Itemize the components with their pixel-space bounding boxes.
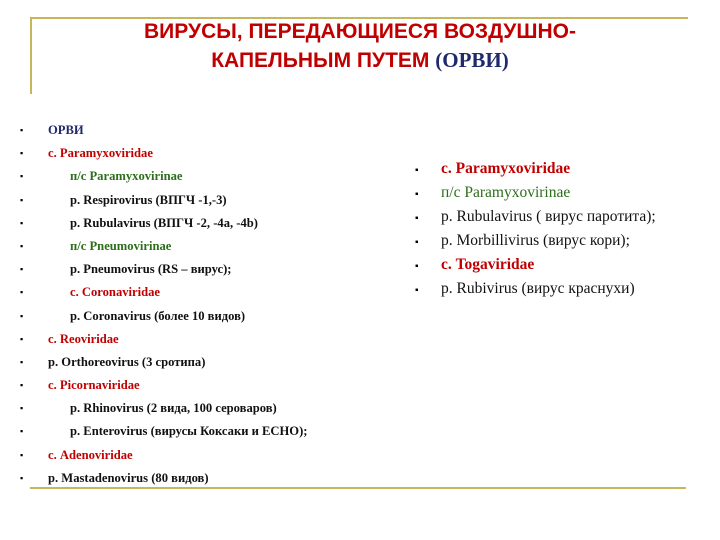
- list-item-text: р. Orthoreovirus (3 сротипа): [48, 354, 206, 369]
- right-virus-list: [415, 160, 705, 304]
- list-item-text: р. Coronavirus (более 10 видов): [70, 308, 246, 323]
- title-line-2-text: КАПЕЛЬНЫМ ПУТЕМ: [211, 49, 430, 72]
- list-item-text: с. Coronaviridae: [70, 285, 161, 300]
- list-item: [20, 282, 400, 305]
- slide-title: [40, 18, 680, 75]
- list-item: [415, 280, 705, 298]
- bullet-icon: ▪: [20, 472, 24, 483]
- list-item: [415, 160, 705, 178]
- bullet-icon: ▪: [20, 380, 24, 391]
- list-item: [415, 184, 705, 202]
- list-item: [20, 236, 400, 259]
- bullet-icon: ▪: [20, 426, 24, 437]
- list-item: [20, 166, 400, 189]
- list-item: [415, 256, 705, 274]
- bullet-icon: ▪: [415, 237, 419, 248]
- bullet-icon: ▪: [415, 261, 419, 272]
- title-line-2: [40, 46, 680, 75]
- left-virus-list: [20, 120, 400, 491]
- list-item: [20, 213, 400, 236]
- list-item: [20, 120, 400, 143]
- bullet-icon: ▪: [20, 264, 24, 275]
- list-item: [20, 259, 400, 282]
- list-item-text: р. Mastadenovirus (80 видов): [48, 470, 209, 485]
- list-item-text: п/с Paramyxovirinae: [441, 184, 571, 201]
- list-item-text: п/с Paramyxovirinae: [70, 169, 183, 184]
- bullet-icon: ▪: [20, 333, 24, 344]
- list-item-text: с. Picornaviridae: [48, 378, 140, 393]
- bullet-icon: ▪: [20, 449, 24, 460]
- list-item-text: р. Rubulavirus ( вирус паротита);: [441, 208, 656, 225]
- list-item-text: с. Togaviridae: [441, 256, 535, 273]
- bullet-icon: ▪: [20, 125, 24, 135]
- list-item: [20, 445, 400, 468]
- list-item-text: с. Paramyxoviridae: [48, 146, 153, 161]
- list-item-text: р. Morbillivirus (вирус кори);: [441, 232, 630, 249]
- list-item-text: ОРВИ: [48, 123, 84, 137]
- title-line-1: ВИРУСЫ, ПЕРЕДАЮЩИЕСЯ ВОЗДУШНО-: [144, 20, 576, 43]
- list-item-text: р. Rubivirus (вирус краснухи): [441, 280, 635, 297]
- list-item-text: п/с Pneumovirinae: [70, 238, 172, 253]
- list-item: [415, 232, 705, 250]
- list-item-text: р. Rubulavirus (ВПГЧ -2, -4a, -4b): [70, 215, 258, 230]
- list-item-text: с. Paramyxoviridae: [441, 160, 571, 177]
- bullet-icon: ▪: [20, 171, 24, 182]
- bullet-icon: ▪: [20, 287, 24, 298]
- list-item-text: р. Pneumovirus (RS – вирус);: [70, 262, 232, 277]
- list-item: [20, 375, 400, 398]
- bullet-icon: ▪: [415, 165, 419, 176]
- bullet-icon: ▪: [20, 148, 24, 159]
- list-item: [20, 306, 400, 329]
- list-item: [20, 329, 400, 352]
- list-item-text: с. Adenoviridae: [48, 447, 133, 462]
- list-item-text: р. Respirovirus (ВПГЧ -1,-3): [70, 192, 227, 207]
- bullet-icon: ▪: [20, 240, 24, 251]
- bullet-icon: ▪: [415, 189, 419, 200]
- bullet-icon: ▪: [20, 356, 24, 367]
- bullet-icon: ▪: [20, 310, 24, 321]
- list-item-text: р. Enterovirus (вирусы Коксаки и ЕСНО);: [70, 424, 308, 439]
- title-abbreviation: (ОРВИ): [435, 48, 509, 72]
- bullet-icon: ▪: [415, 213, 419, 224]
- bullet-icon: ▪: [20, 403, 24, 414]
- frame-left-line: [30, 17, 32, 94]
- bullet-icon: ▪: [415, 285, 419, 296]
- list-item: [20, 352, 400, 375]
- frame-bottom-line: [30, 487, 686, 489]
- bullet-icon: ▪: [20, 217, 24, 228]
- list-item: [20, 421, 400, 444]
- list-item: [20, 190, 400, 213]
- list-item: [20, 398, 400, 421]
- list-item: [20, 143, 400, 166]
- list-item-text: р. Rhinovirus (2 вида, 100 сероваров): [70, 401, 277, 416]
- bullet-icon: ▪: [20, 194, 24, 205]
- list-item: [415, 208, 705, 226]
- list-item-text: с. Reoviridae: [48, 331, 119, 346]
